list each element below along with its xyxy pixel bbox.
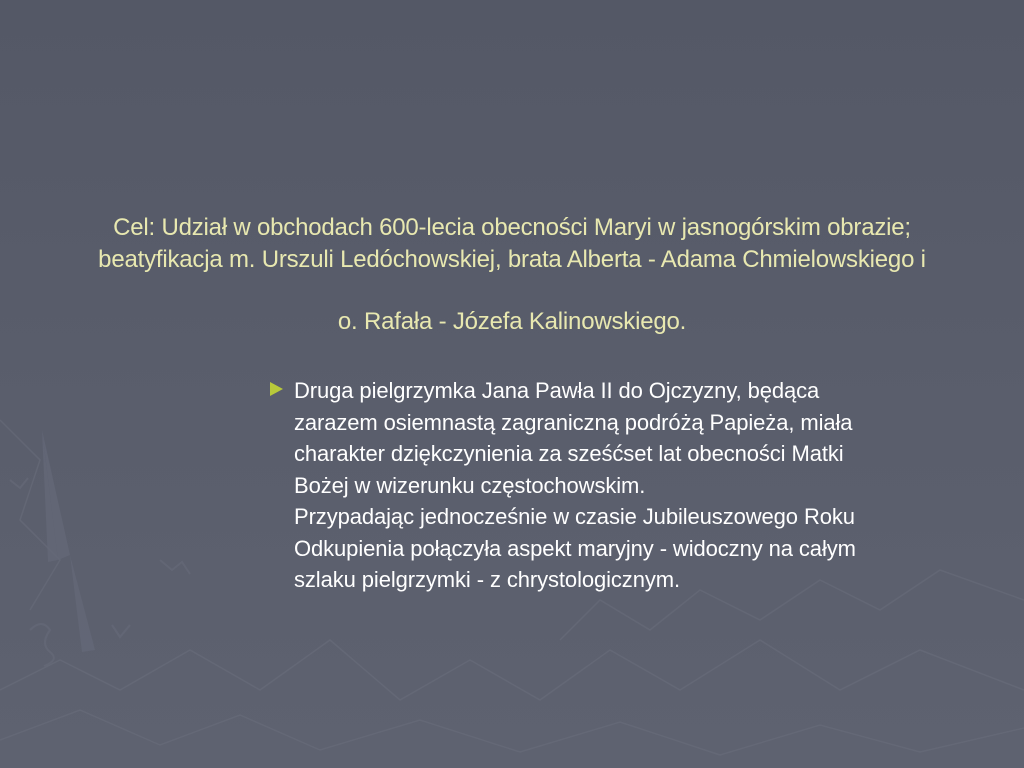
slide-title: [40, 212, 984, 338]
title-line-1: Cel: Udział w obchodach 600-lecia obecności Maryi w jasnogórskim obrazie;: [113, 214, 911, 241]
bullet-item: [270, 375, 990, 596]
title-spacer: [40, 276, 984, 306]
body-line-5: Przypadając jednocześnie w czasie Jubileuszowego Roku: [294, 504, 855, 529]
body-line-6: Odkupienia połączyła aspekt maryjny - widoczny na całym: [294, 535, 856, 561]
body-line-7: szlaku pielgrzymki - z chrystologicznym.: [294, 567, 680, 592]
body-line-1: Druga pielgrzymka Jana Pawła II do Ojczyzny, będąca: [294, 378, 820, 403]
title-line-2: beatyfikacja m. Urszuli Ledóchowskiej, brata Alberta - Adama Chmielowskiego i: [98, 246, 926, 273]
body-line-3: charakter dziękczynienia za sześćset lat obecności Matki: [294, 441, 844, 466]
triangle-bullet-icon: [270, 382, 283, 396]
slide-body: [270, 375, 990, 596]
body-line-4: Bożej w wizerunku częstochowskim.: [294, 472, 646, 498]
body-line-2: zarazem osiemnastą zagraniczną podróżą Papieża, miała: [294, 409, 853, 435]
title-line-3: o. Rafała - Józefa Kalinowskiego.: [337, 308, 687, 335]
